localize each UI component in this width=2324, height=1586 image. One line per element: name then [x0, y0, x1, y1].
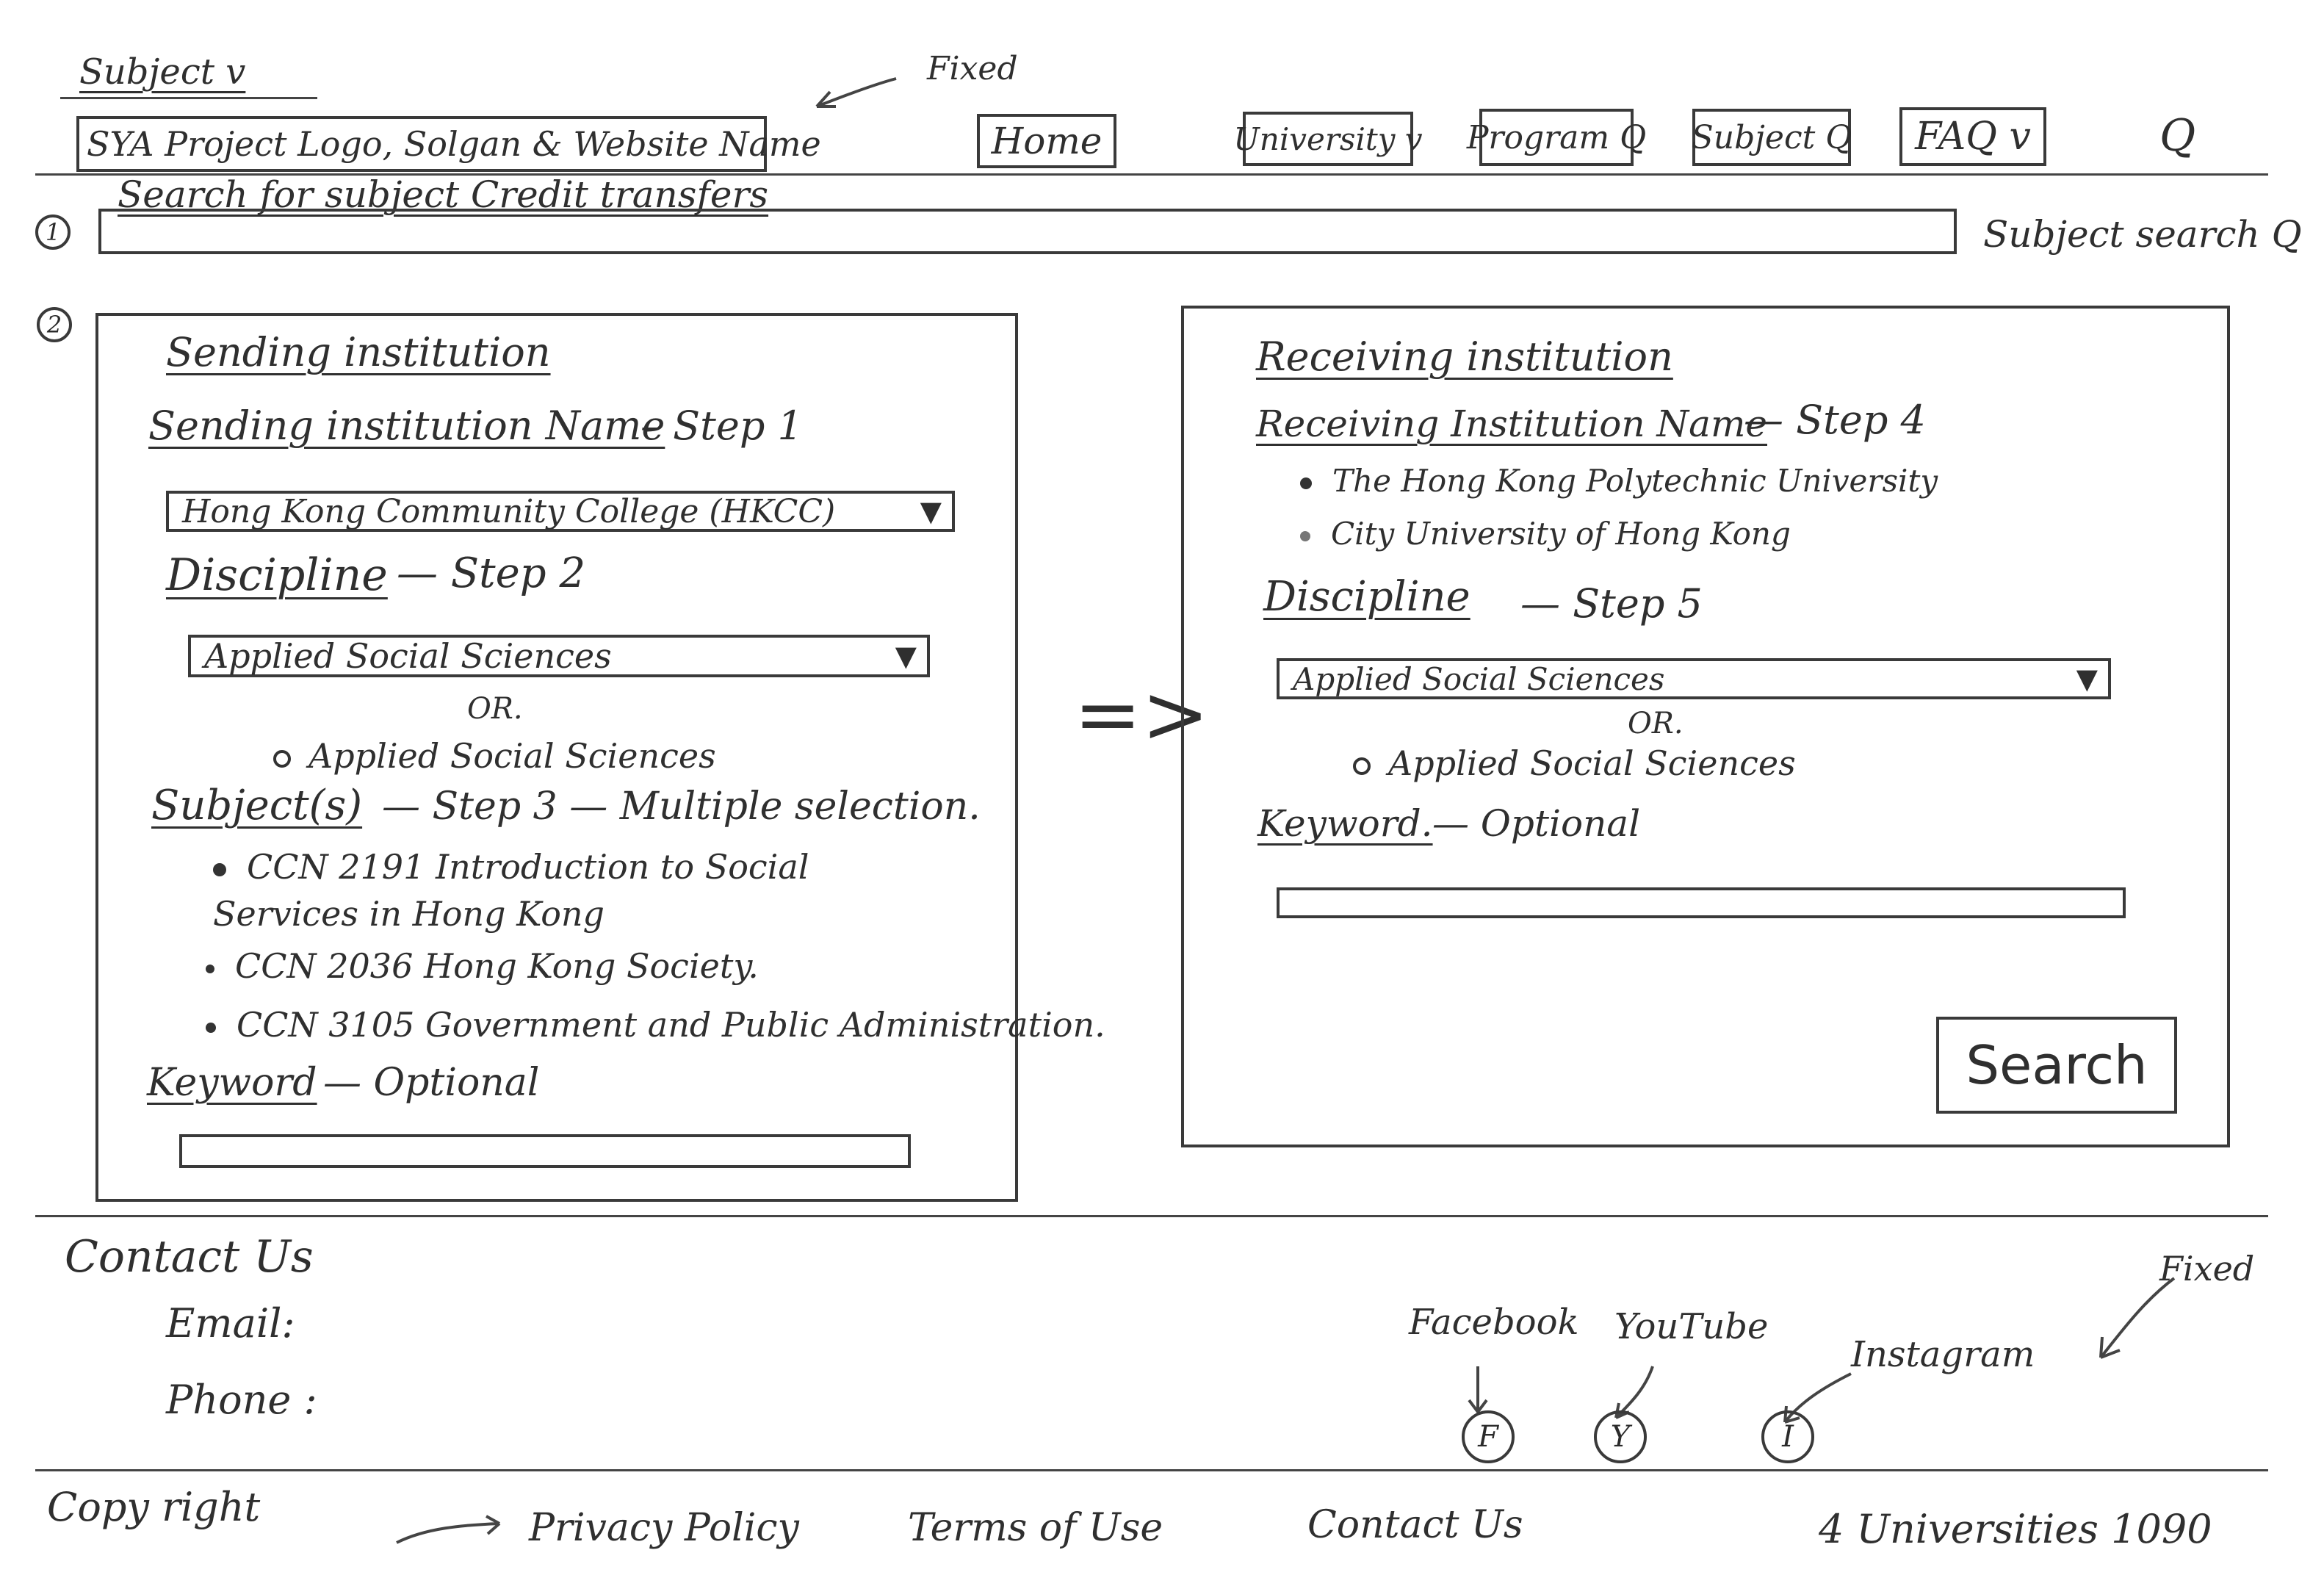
terms-of-use-link[interactable]: Terms of Use [908, 1506, 1163, 1550]
subject-option-2[interactable] [206, 946, 759, 986]
bullet-icon [1300, 477, 1312, 489]
youtube-icon[interactable]: Y [1594, 1410, 1647, 1463]
fixed-note-top: Fixed [927, 50, 1018, 87]
sending-institution-select[interactable] [166, 491, 955, 532]
subject-option-1[interactable] [213, 843, 962, 937]
sending-or-label: OR. [467, 692, 523, 726]
sending-discipline-step: — Step 2 [397, 549, 586, 597]
sending-heading: Sending institution [166, 329, 551, 375]
phone-label: Phone : [166, 1377, 317, 1423]
sending-keyword-note: — Optional [323, 1061, 540, 1105]
search-button[interactable]: Search [1936, 1017, 2177, 1114]
subject-menu[interactable]: Subject v [79, 51, 246, 93]
global-search-icon[interactable]: Q [2159, 110, 2196, 162]
receiving-discipline-radio-label: Applied Social Sciences [1388, 743, 1796, 783]
sending-name-step: – Step 1 [640, 403, 803, 449]
footer-divider [35, 1469, 2268, 1471]
subject-option-1-label: CCN 2191 Introduction to Social Services in Hong Kong [213, 847, 809, 934]
receiving-heading: Receiving institution [1256, 334, 1673, 380]
section-1-marker: 1 [35, 215, 71, 250]
flow-arrow-icon: => [1074, 667, 1210, 761]
fixed-arrow-icon [808, 70, 903, 114]
social-pointer-arrows [1440, 1359, 1910, 1432]
receiving-discipline-select[interactable] [1277, 658, 2111, 699]
receiving-keyword-note: — Optional [1432, 802, 1641, 845]
receiving-discipline-radio[interactable] [1353, 743, 1796, 783]
receiving-or-label: OR. [1628, 707, 1684, 740]
bullet-icon [213, 863, 226, 876]
radio-icon [273, 750, 291, 768]
radio-icon [1353, 757, 1371, 775]
email-label: Email: [166, 1300, 295, 1347]
sending-name-label: Sending institution Name [148, 403, 665, 449]
receiving-discipline-step: — Step 5 [1520, 580, 1703, 627]
instagram-icon[interactable]: I [1761, 1410, 1814, 1463]
fixed-note-footer: Fixed [2159, 1249, 2255, 1288]
nav-subject-search[interactable]: Subject Q [1692, 109, 1851, 166]
bullet-icon [206, 965, 214, 973]
receiving-option-1[interactable] [1300, 463, 1938, 499]
facebook-icon[interactable]: F [1462, 1410, 1515, 1463]
logo-placeholder[interactable]: SYA Project Logo, Solgan & Website Name [76, 116, 767, 172]
nav-home-button[interactable]: Home [977, 114, 1116, 168]
receiving-name-step: — Step 4 [1744, 397, 1926, 443]
sending-keyword-label: Keyword [147, 1061, 317, 1105]
content-divider [35, 1215, 2268, 1217]
receiving-option-2-label: City University of Hong Kong [1331, 516, 1791, 552]
sending-discipline-radio-label: Applied Social Sciences [308, 736, 716, 776]
sending-discipline-label: Discipline [166, 549, 388, 601]
chevron-down-icon: ▼ [920, 495, 942, 527]
subject-option-3-label: CCN 3105 Government and Public Administration. [237, 1005, 1105, 1045]
receiving-keyword-input[interactable] [1277, 887, 2126, 918]
privacy-arrow-icon [389, 1513, 507, 1550]
privacy-policy-link[interactable]: Privacy Policy [529, 1506, 799, 1550]
nav-program-search[interactable]: Program Q [1479, 109, 1634, 166]
receiving-discipline-select-value: Applied Social Sciences [1293, 660, 1665, 697]
sending-subjects-label: Subject(s) [151, 782, 363, 829]
sending-institution-select-value: Hong Kong Community College (HKCC) [182, 492, 836, 530]
instagram-label: Instagram [1851, 1334, 2035, 1375]
contact-heading: Contact Us [65, 1231, 314, 1283]
sending-discipline-select[interactable] [188, 635, 930, 677]
subject-menu-underline [60, 97, 317, 99]
subject-search-input[interactable] [98, 209, 1957, 254]
section-2-marker: 2 [37, 307, 72, 342]
bullet-icon [206, 1023, 216, 1033]
copyright-text: Copy right [47, 1484, 261, 1530]
nav-university-menu[interactable]: University v [1243, 112, 1413, 166]
credit-transfer-title: Search for subject Credit transfers [118, 173, 769, 216]
subject-option-3[interactable] [206, 1005, 1105, 1045]
subject-option-2-label: CCN 2036 Hong Kong Society. [235, 946, 759, 986]
youtube-label: YouTube [1614, 1306, 1769, 1347]
nav-faq-menu[interactable]: FAQ v [1899, 107, 2046, 166]
universities-counter: 4 Universities 1090 [1819, 1506, 2212, 1552]
receiving-discipline-label: Discipline [1263, 573, 1470, 621]
sending-discipline-radio[interactable] [273, 736, 716, 776]
bullet-icon [1300, 531, 1310, 541]
sending-discipline-select-value: Applied Social Sciences [204, 636, 612, 676]
subject-search-button[interactable]: Subject search Q [1983, 213, 2302, 256]
receiving-option-2[interactable] [1300, 516, 1791, 552]
receiving-option-1-label: The Hong Kong Polytechnic University [1332, 463, 1938, 499]
sending-subjects-step: — Step 3 — Multiple selection. [382, 785, 981, 829]
chevron-down-icon: ▼ [2076, 663, 2098, 695]
sending-keyword-input[interactable] [179, 1134, 911, 1168]
chevron-down-icon: ▼ [895, 640, 917, 672]
receiving-keyword-label: Keyword. [1257, 802, 1433, 845]
facebook-label: Facebook [1409, 1302, 1579, 1343]
receiving-name-label: Receiving Institution Name [1256, 403, 1767, 445]
contact-us-link[interactable]: Contact Us [1307, 1503, 1523, 1547]
